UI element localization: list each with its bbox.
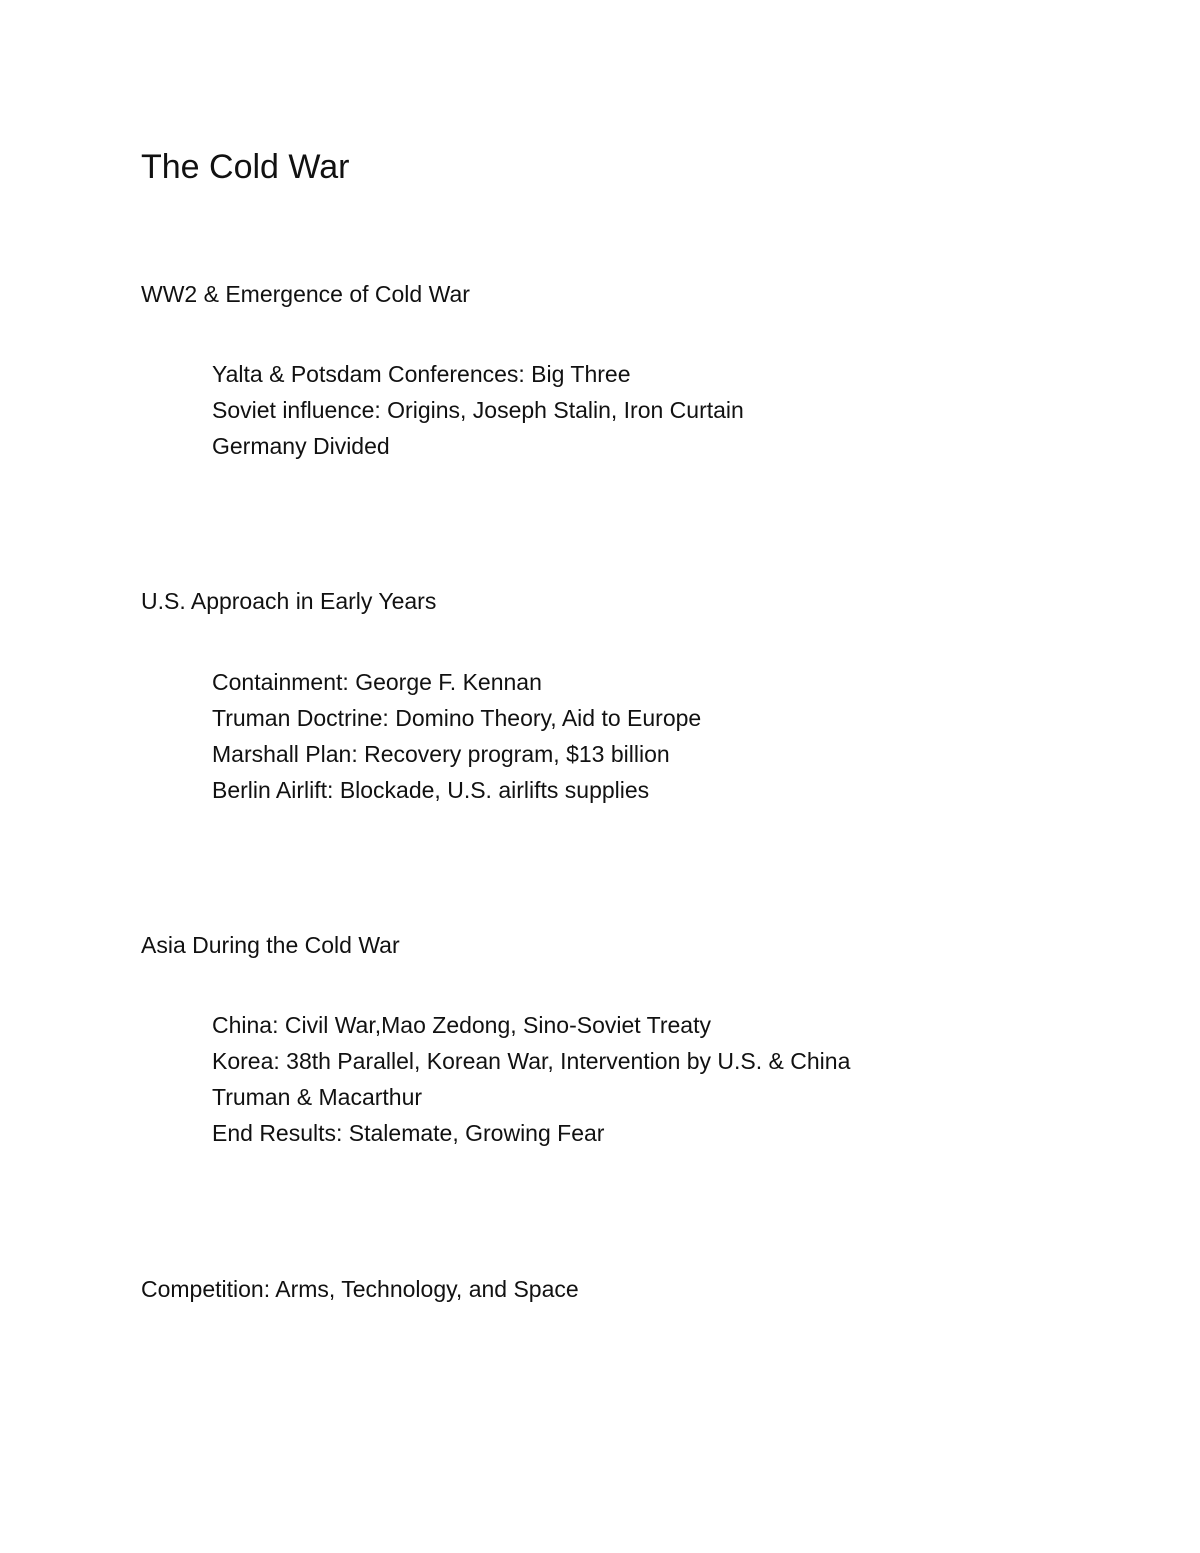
list-item: Marshall Plan: Recovery program, $13 billion [212, 741, 670, 767]
list-item: Yalta & Potsdam Conferences: Big Three [212, 361, 631, 387]
document-title: The Cold War [141, 148, 350, 186]
section-items-asia [212, 1007, 850, 1151]
list-item: Truman & Macarthur [212, 1084, 423, 1110]
section-heading-asia: Asia During the Cold War [141, 932, 400, 958]
list-item: Berlin Airlift: Blockade, U.S. airlifts supplies [212, 777, 650, 803]
section-heading-us-approach: U.S. Approach in Early Years [141, 588, 437, 614]
list-item: Truman Doctrine: Domino Theory, Aid to Europe [212, 705, 702, 731]
list-item: Germany Divided [212, 433, 390, 459]
list-item: Korea: 38th Parallel, Korean War, Intervention by U.S. & China [212, 1048, 851, 1074]
section-heading-competition: Competition: Arms, Technology, and Space [141, 1276, 579, 1302]
section-heading-ww2-emergence: WW2 & Emergence of Cold War [141, 281, 470, 307]
section-items-us-approach [212, 664, 701, 808]
list-item: Containment: George F. Kennan [212, 669, 542, 695]
list-item: End Results: Stalemate, Growing Fear [212, 1120, 605, 1146]
section-items-ww2-emergence [212, 356, 744, 464]
list-item: China: Civil War,Mao Zedong, Sino-Soviet Treaty [212, 1012, 711, 1038]
list-item: Soviet influence: Origins, Joseph Stalin, Iron Curtain [212, 397, 744, 423]
